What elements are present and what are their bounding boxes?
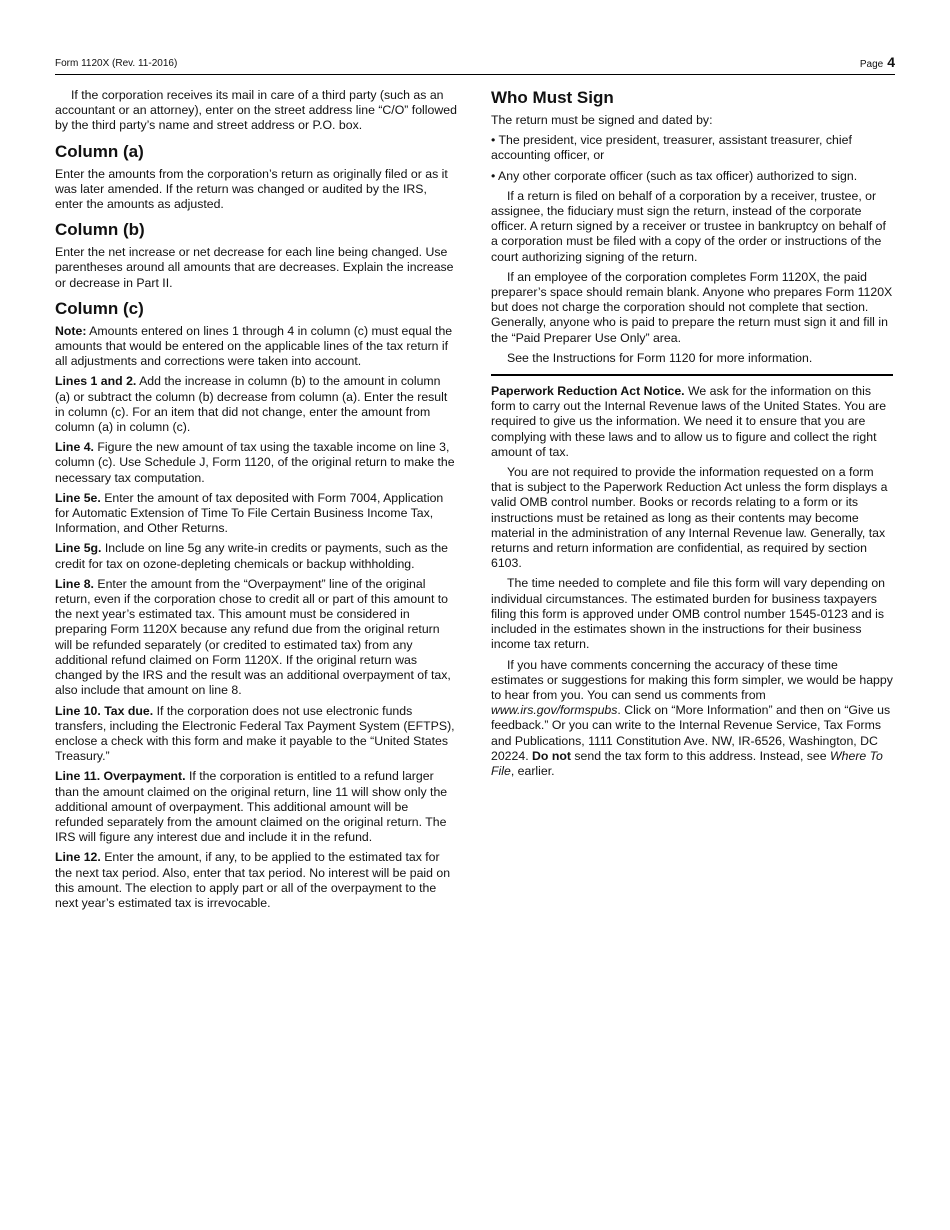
page-label: Page xyxy=(859,59,884,70)
item-text: If the corporation does not use electronic funds transfers, including the Electronic Federal Tax Payment System (EFTPS), enclose a check with this form and make it payable to the “United States Treasury.” xyxy=(55,703,455,764)
paid-preparer-paragraph: If an employee of the corporation completes Form 1120X, the paid preparer’s space should remain blank. Anyone who prepares Form 1120X but does not charge the corporation should not complete that section. Generally, anyone who is paid to prepare the return must sign it and fill in the “Paid Preparer Use Only” area. xyxy=(491,269,893,345)
lines-1-2-paragraph xyxy=(55,374,457,435)
line-5e-paragraph xyxy=(55,491,457,537)
page-number: 4 xyxy=(887,54,895,70)
paperwork-notice-label: Paperwork Reduction Act Notice. xyxy=(491,384,685,399)
line-12-paragraph xyxy=(55,850,457,911)
item-text: Include on line 5g any write-in credits or payments, such as the credit for tax on ozone-depleting chemicals or backup withholding. xyxy=(55,541,449,571)
sign-intro: The return must be signed and dated by: xyxy=(491,113,713,127)
irs-forms-link[interactable]: www.irs.gov/formspubs xyxy=(491,703,618,718)
mail-care-of-paragraph: If the corporation receives its mail in care of a third party (such as an accountant or an attorney), enter on the street address line “C/O” followed by the third party’s name and street address or P.O. box. xyxy=(55,88,457,133)
comments-paragraph xyxy=(491,658,893,780)
column-b-heading: Column (b) xyxy=(55,220,145,240)
item-text: Amounts entered on lines 1 through 4 in column (c) must equal the amounts that would be entered on the applicable lines of the tax return if all adjustments and corrections were taken into account. xyxy=(55,323,453,369)
line-10-paragraph xyxy=(55,704,457,765)
item-label: Line 8. xyxy=(55,576,94,591)
do-not-emphasis: Do not xyxy=(532,748,571,763)
item-text: Enter the amount of tax deposited with Form 7004, Application for Automatic Extension of Time To File Certain Business Income Tax, Information, and Other Returns. xyxy=(55,490,444,536)
item-label: Line 5g. xyxy=(55,541,102,556)
item-label: Line 4. xyxy=(55,440,94,455)
page-number-label xyxy=(860,54,895,70)
page-header xyxy=(55,56,895,75)
column-c-heading: Column (c) xyxy=(55,298,144,318)
section-divider xyxy=(491,374,893,376)
line-11-paragraph xyxy=(55,769,457,845)
comments-text: If you have comments concerning the accuracy of these time estimates or suggestions for making this form simpler, we would be happy to hear from you. You can send us comments from xyxy=(491,657,893,702)
column-a-paragraph: Enter the amounts from the corporation’s return as originally filed or as it was later amended. If the return was changed or audited by the IRS, enter the amounts as adjusted. xyxy=(55,166,448,212)
line-5g-paragraph xyxy=(55,541,457,571)
item-text: Enter the amount from the “Overpayment” line of the original return, even if the corporation chose to credit all or part of this amount to the next year’s estimated tax. This amount must be considered in preparing Form 1120X because any refund due from the original return will be refunded separately (or credited to estimated tax) from any additional refund claimed on Form 1120X. If the original return was changed by the IRS and the result was an additional overpayment of tax, also include that amount on line 8. xyxy=(55,576,451,698)
item-text: If the corporation is entitled to a refund larger than the amount claimed on the original return, line 11 will show only the additional amount of overpayment. This additional amount will be refunded separately from the amount claimed on the original return. The IRS will figure any interest due and include it in the refund. xyxy=(55,769,448,845)
who-must-sign-heading: Who Must Sign xyxy=(491,88,614,107)
column-a-heading: Column (a) xyxy=(55,141,144,161)
paperwork-notice-paragraph xyxy=(491,384,893,460)
item-label: Line 12. xyxy=(55,850,101,865)
item-text: Add the increase in column (b) to the amount in column (a) or subtract the column (b) decrease from column (a). Enter the result in column (c). For an item that did not change, enter the amount from column (a) in column (c). xyxy=(55,374,448,435)
column-b-paragraph: Enter the net increase or net decrease for each line being changed. Use parentheses around all amounts that are decreases. Explain the increase or decrease in Part II. xyxy=(55,245,454,290)
comments-text: send the tax form to this address. Instead, see xyxy=(570,748,831,763)
comments-text: , earlier. xyxy=(510,763,555,778)
where-to-file-reference: Where To File xyxy=(491,748,883,778)
item-label: Line 5e. xyxy=(55,490,101,505)
left-column xyxy=(55,88,457,916)
comments-text: . Click on “More Information” and then on “Give us feedback.” Or you can write to the Internal Revenue Service, Tax Forms and Publications, 1111 Constitution Ave. NW, IR-6526, Washington, DC 20224. xyxy=(491,703,891,763)
item-label: Note: xyxy=(55,323,87,338)
see-instructions-paragraph: See the Instructions for Form 1120 for more information. xyxy=(507,350,813,365)
sign-bullet: • The president, vice president, treasurer, assistant treasurer, chief accounting officer, or xyxy=(491,133,852,163)
item-label: Line 10. Tax due. xyxy=(55,703,154,718)
burden-paragraph: The time needed to complete and file this form will vary depending on individual circumstances. The estimated burden for business taxpayers filing this form is approved under OMB control number 1545-0123 and is included in the estimates shown in the instructions for their business income tax return. xyxy=(491,576,885,652)
note-paragraph xyxy=(55,324,457,370)
item-text: Figure the new amount of tax using the taxable income on line 3, column (c). Use Schedule J, Form 1120, of the original return to make the necessary tax computation. xyxy=(55,440,455,485)
line-4-paragraph xyxy=(55,440,457,486)
form-id: Form 1120X (Rev. 11-2016) xyxy=(55,58,178,69)
item-label: Line 11. Overpayment. xyxy=(55,769,186,784)
line-8-paragraph xyxy=(55,577,457,699)
right-column xyxy=(491,88,893,784)
omb-paragraph: You are not required to provide the information requested on a form that is subject to the Paperwork Reduction Act unless the form displays a valid OMB control number. Books or records relating to a form or its instructions must be retained as long as their contents may become material in the administration of any Internal Revenue law. Generally, tax returns and return information are confidential, as required by section 6103. xyxy=(491,465,888,571)
fiduciary-paragraph: If a return is filed on behalf of a corporation by a receiver, trustee, or assignee, the fiduciary must sign the return, instead of the corporate officer. A return signed by a receiver or trustee in bankruptcy on behalf of a corporation must be filed with a copy of the order or instructions of the court authorizing signing of the return. xyxy=(491,188,886,264)
item-label: Lines 1 and 2. xyxy=(55,374,137,389)
sign-bullet: • Any other corporate officer (such as tax officer) authorized to sign. xyxy=(491,168,858,183)
paperwork-notice-text: We ask for the information on this form to carry out the Internal Revenue laws of the United States. You are required to give us the information. We need it to ensure that you are complying with these laws and to allow us to figure and collect the right amount of tax. xyxy=(491,384,887,459)
item-text: Enter the amount, if any, to be applied to the estimated tax for the next tax period. Also, enter that tax period. No interest will be paid on this amount. The election to apply part or all of the overpayment to the next year’s estimated tax is irrevocable. xyxy=(55,850,451,910)
